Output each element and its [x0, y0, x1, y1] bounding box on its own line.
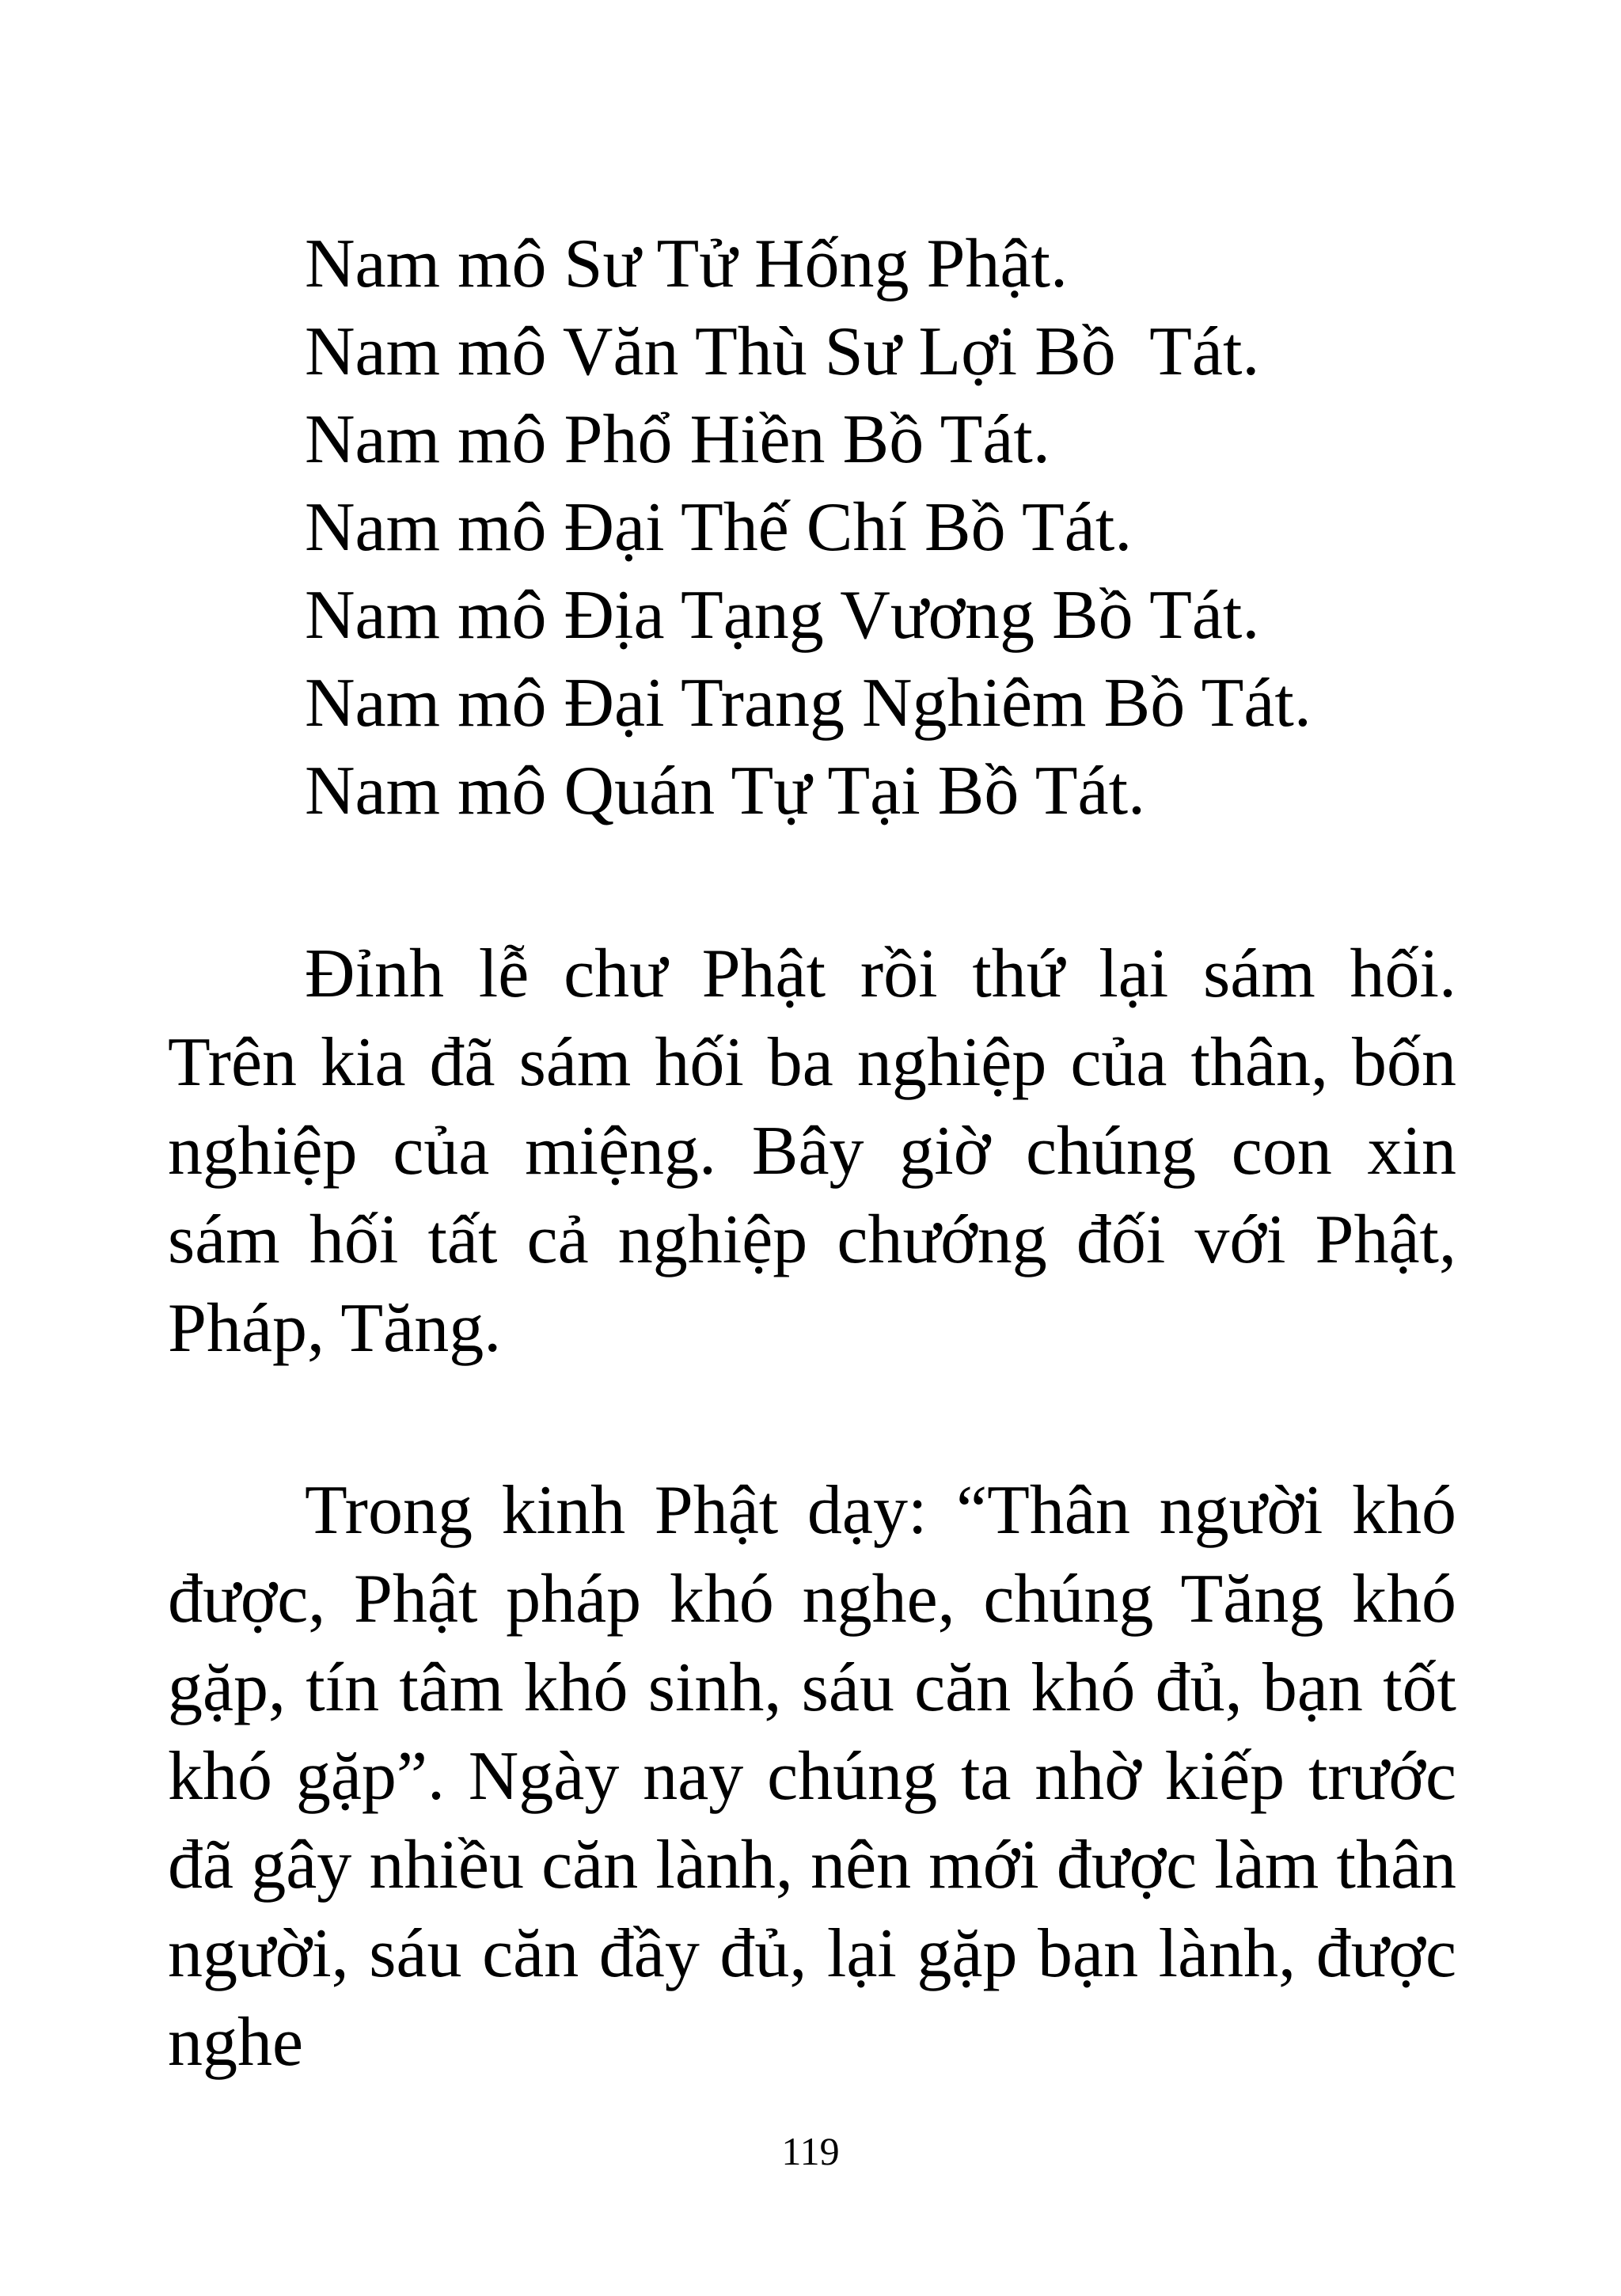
invocation-line: Nam mô Đại Thế Chí Bồ Tát.: [305, 489, 1133, 566]
invocation-line: Nam mô Đại Trang Nghiêm Bồ Tát.: [305, 665, 1312, 742]
body-paragraph: Đỉnh lễ chư Phật rồi thứ lại sám hối. Trên kia đã sám hối ba nghiệp của thân, bốn nghiệp của miệng. Bây giờ chúng con xin sám hối tất cả nghiệp chướng đối với Phật, Pháp, Tăng.: [168, 935, 1456, 1367]
invocation-line: Nam mô Sư Tử Hống Phật.: [305, 226, 1069, 302]
invocation-list: [305, 220, 1539, 835]
body-paragraph: Trong kinh Phật dạy: “Thân người khó được, Phật pháp khó nghe, chúng Tăng khó gặp, tín tâm khó sinh, sáu căn khó đủ, bạn tốt khó gặp”. Ngày nay chúng ta nhờ kiếp trước đã gây nhiều căn lành, nên mới được làm thân người, sáu căn đầy đủ, lại gặp bạn lành, được nghe: [168, 1472, 1456, 2081]
invocation-line: Nam mô Văn Thù Sư Lợi Bồ Tát.: [305, 313, 1260, 390]
page-number: 119: [781, 2129, 840, 2173]
invocation-line: Nam mô Quán Tự Tại Bồ Tát.: [305, 753, 1146, 829]
invocation-line: Nam mô Phổ Hiền Bồ Tát.: [305, 401, 1050, 478]
invocation-line: Nam mô Địa Tạng Vương Bồ Tát.: [305, 577, 1260, 654]
